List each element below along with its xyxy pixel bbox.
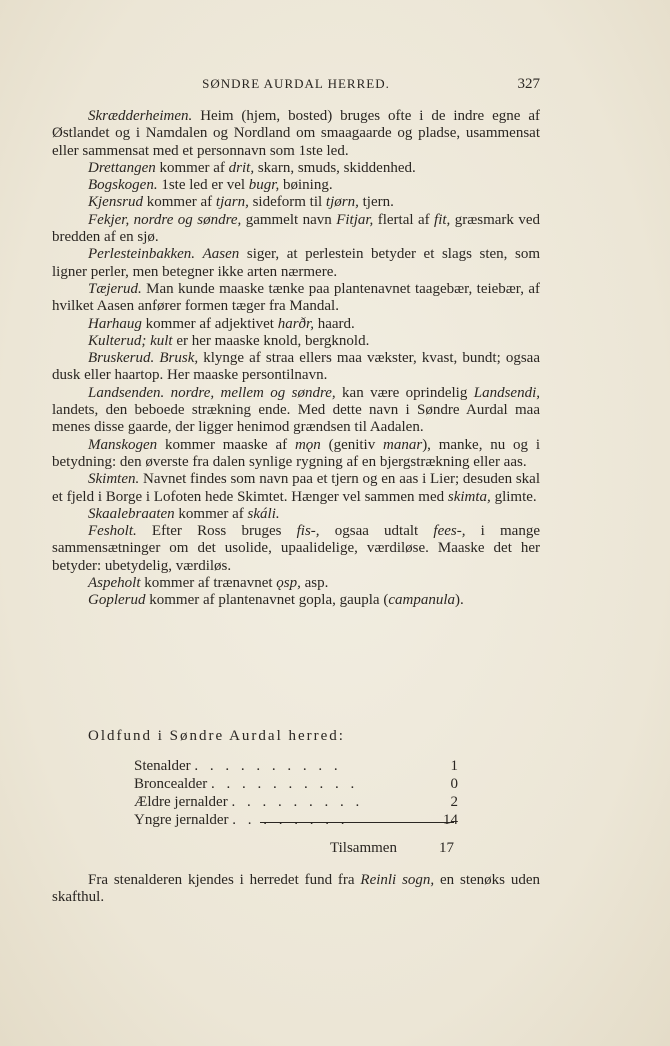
book-page: SØNDRE AURDAL HERRED. 327 Skrædderheimen. Heim (hjem, bosted) bruges ofte i de indre egne af Østlandet og i Namdalen og Nordland om smaagaarde og pladse, usammensat eller sammensat med et personnavn som 1ste led. Drettangen kommer af drit, skarn, smuds, skiddenhed. Bogskogen. 1ste led er vel bugr, bøining. Kjensrud kommer af tjarn, sideform til tjørn, tjern. Fekjer, nordre og søndre, gammelt navn Fitjar, flertal af fit, græsmark ved bredden af en sjø. Perlesteinbakken. Aasen siger, at perlestein betyder et slags sten, som ligner perler, men betegner ikke arten nærmere. Tæjerud. Man kunde maaske tænke paa plantenavnet taagebær, teiebær, af hvilket Aasen anfører formen tæger fra Mandal. Harhaug kommer af adjektivet harðr, haard. Kulterud; kult er her maaske knold, bergknold. Bruskerud. Brusk, klynge af straa ellers maa vækster, kvast, bundt; ogsaa dusk eller haartop. Her maaske persontilnavn. Landsenden. nordre, mellem og søndre, kan være oprindelig Landsendi, landets, den beboede strækning ende. Med dette navn i Søndre Aurdal maa menes disse gaarde, der ligger henimod grændsen til Aadalen. Manskogen kommer maaske af mǫn (genitiv manar), manke, nu og i betydning: den øverste fra dalen synlige rygning af en bjergstrækning eller aas. Skimten. Navnet findes som navn paa et tjern og en aas i Lier; desuden skal et fjeld i Borge i Lofoten hede Skimtet. Hænger vel sammen med skimta, glimte. Skaalebraaten kommer af skáli. Fesholt. Efter Ross bruges fis-, ogsaa udtalt fees-, i mange sammensætninger om det usolide, upaalidelige, værdiløse. Maaske det her betyder: ubetydelig, værdiløs. Aspeholt kommer af trænavnet ǫsp, asp. Goplerud kommer af plantenavnet gopla, gaupla (campanula). Oldfund i Søndre Aurdal herred: Stenalder . . . . . . . . . . 1 Broncealder . . . . . . . . . . 0 Ældre jernalder . . . . . . . . . 2 Yngre jernalder . . . . . . . . 14 Tilsammen 17 Fra stenalderen kjendes i herredet fund fra Reinli sogn, en stenøks uden skafthul. (0, 0, 670, 1046)
table-row: Ældre jernalder . . . . . . . . . 2 (134, 794, 458, 810)
entry: Drettangen kommer af drit, skarn, smuds, skiddenhed. (88, 159, 416, 176)
total-divider (260, 822, 454, 823)
oldfund-table (134, 757, 458, 829)
table-row: Yngre jernalder . . . . . . . . 14 (134, 812, 458, 828)
entry: Skrædderheimen. Heim (hjem, bosted) bruges ofte i de indre egne af Østlandet og i Namdalen og Nordland om smaagaarde og pladse, usammensat eller sammensat med et personnavn som 1ste led. (52, 108, 540, 159)
page-number: 327 (517, 76, 540, 92)
header-title: SØNDRE AURDAL HERRED. (202, 76, 390, 91)
entry: Skimten. Navnet findes som navn paa et tjern og en aas i Lier; desuden skal et fjeld i Borge i Lofoten hede Skimtet. Hænger vel sammen med skimta, glimte. (52, 471, 540, 505)
entry: Goplerud kommer af plantenavnet gopla, gaupla (campanula). (88, 592, 464, 609)
oldfund-section (88, 728, 468, 829)
entry: Fesholt. Efter Ross bruges fis-, ogsaa udtalt fees-, i mange sammensætninger om det usolide, upaalidelige, værdiløse. Maaske det her betyder: ubetydelig, værdiløs. (52, 523, 540, 574)
entry: Bogskogen. 1ste led er vel bugr, bøining. (88, 177, 333, 194)
entry: Perlesteinbakken. Aasen siger, at perlestein betyder et slags sten, som ligner perler, men betegner ikke arten nærmere. (52, 246, 540, 280)
running-header (52, 76, 540, 96)
oldfund-title: Oldfund i Søndre Aurdal herred: (88, 728, 345, 744)
entry: Skaalebraaten kommer af skáli. (88, 505, 280, 522)
entry: Manskogen kommer maaske af mǫn (genitiv manar), manke, nu og i betydning: den øverste fra dalen synlige rygning af en bjergstrækning eller aas. (52, 436, 540, 470)
table-row: Broncealder . . . . . . . . . . 0 (134, 776, 458, 792)
place-name-entries (52, 108, 540, 610)
entry: Fekjer, nordre og søndre, gammelt navn Fitjar, flertal af fit, græsmark ved bredden af en sjø. (52, 211, 540, 246)
entry: Landsenden. nordre, mellem og søndre, kan være oprindelig Landsendi, landets, den beboede strækning ende. Med dette navn i Søndre Aurdal maa menes disse gaarde, der ligger henimod grændsen til Aadalen. (52, 384, 540, 436)
entry: Kjensrud kommer af tjarn, sideform til tjørn, tjern. (88, 194, 394, 211)
entry: Tæjerud. Man kunde maaske tænke paa plantenavnet taagebær, teiebær, af hvilket Aasen anfører formen tæger fra Mandal. (52, 280, 540, 315)
entry: Harhaug kommer af adjektivet harðr, haard. (88, 315, 355, 332)
entry: Bruskerud. Brusk, klynge af straa ellers maa vækster, kvast, bundt; ogsaa dusk eller haartop. Her maaske persontilnavn. (52, 350, 540, 384)
entry: Aspeholt kommer af trænavnet ǫsp, asp. (88, 575, 329, 592)
table-row: Stenalder . . . . . . . . . . 1 (134, 758, 458, 774)
entry: Kulterud; kult er her maaske knold, bergknold. (88, 332, 370, 349)
closing-paragraph: Fra stenalderen kjendes i herredet fund fra Reinli sogn, en stenøks uden skafthul. (52, 872, 540, 906)
